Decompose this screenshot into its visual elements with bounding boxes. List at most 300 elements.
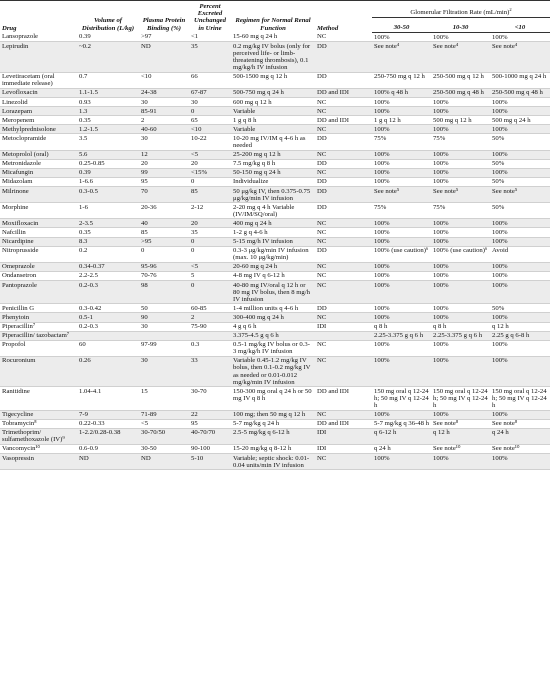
cell-gfr-30-50: 75% [372,203,431,219]
cell-gfr-10-30: 75% [431,134,490,150]
cell-volume-of-distribution: 3.5 [77,134,139,150]
cell-drug-name: Lepirudin [0,42,77,72]
cell-gfr-30-50: 100% (use caution)⁶ [372,246,431,262]
cell-normal-regimen: 5-7 mg/kg q 24 h [231,419,315,428]
cell-protein-binding: 97-99 [139,340,189,356]
cell-gfr-10-30: 100% [431,262,490,271]
cell-gfr-10-30: 100% [431,454,490,470]
cell-gfr-30-50: 100% [372,410,431,419]
cell-drug-name: Metoprolol (oral) [0,150,77,159]
table-row [0,331,550,340]
cell-volume-of-distribution: ~0.2 [77,42,139,72]
cell-gfr-under-10: 50% [490,177,550,186]
cell-gfr-30-50: 100% [372,219,431,228]
cell-gfr-30-50: 100% [372,125,431,134]
cell-gfr-under-10: 100% [490,454,550,470]
cell-percent-unchanged: 35 [189,42,231,72]
cell-normal-regimen: 7.5 mg/kg q 8 h [231,159,315,168]
cell-volume-of-distribution: 0.5-1 [77,313,139,322]
cell-gfr-under-10: q 12 h [490,322,550,331]
cell-adjustment-method: IDI [315,428,372,444]
cell-protein-binding: 70 [139,187,189,203]
cell-normal-regimen: 400 mg q 24 h [231,219,315,228]
cell-normal-regimen: 1-2 g q 4-6 h [231,228,315,237]
cell-protein-binding: 95 [139,177,189,186]
cell-gfr-10-30: See note⁵ [431,187,490,203]
cell-gfr-under-10: See note⁴ [490,42,550,72]
cell-percent-unchanged: 66 [189,72,231,88]
cell-gfr-30-50: 1 g q 12 h [372,116,431,125]
cell-gfr-10-30: 100% [431,177,490,186]
cell-protein-binding: 50 [139,304,189,313]
cell-drug-name: Tigecycline [0,410,77,419]
table-row [0,159,550,168]
cell-protein-binding: ND [139,42,189,72]
header-gfr-under-10: <10 [490,17,550,32]
cell-gfr-under-10: 100% [490,107,550,116]
cell-adjustment-method: NC [315,454,372,470]
cell-drug-name: Lorazepam [0,107,77,116]
cell-adjustment-method: NC [315,168,372,177]
cell-adjustment-method: DD [315,134,372,150]
cell-protein-binding: 71-89 [139,410,189,419]
cell-drug-name: Metoclopramide [0,134,77,150]
cell-adjustment-method: IDI [315,444,372,453]
table-row [0,419,550,428]
cell-normal-regimen: 500-1500 mg q 12 h [231,72,315,88]
cell-gfr-30-50: 100% [372,356,431,386]
cell-gfr-10-30: 100% [431,313,490,322]
cell-volume-of-distribution: 1.1-1.5 [77,88,139,97]
table-row [0,410,550,419]
cell-gfr-under-10: 150 mg oral q 12-24 h; 50 mg IV q 12-24 h [490,387,550,410]
cell-gfr-10-30: See note⁴ [431,42,490,72]
cell-protein-binding: 99 [139,168,189,177]
cell-volume-of-distribution: 0.35 [77,228,139,237]
cell-drug-name: Trimethoprim/ sulfamethoxazole (IV)⁹ [0,428,77,444]
cell-volume-of-distribution: 0.2-0.3 [77,281,139,304]
cell-drug-name: Nitroprusside [0,246,77,262]
cell-gfr-30-50: 100% [372,340,431,356]
cell-normal-regimen: 100 mg; then 50 mg q 12 h [231,410,315,419]
cell-gfr-under-10: 100% [490,168,550,177]
cell-adjustment-method: DD [315,187,372,203]
table-row [0,262,550,271]
cell-gfr-under-10: 100% [490,125,550,134]
cell-gfr-30-50: 100% [372,271,431,280]
cell-adjustment-method: NC [315,98,372,107]
cell-adjustment-method: DD [315,304,372,313]
table-row [0,107,550,116]
cell-adjustment-method: DD and IDI [315,116,372,125]
cell-normal-regimen: 0.2 mg/kg IV bolus (only for perceived life- or limb-threatening thrombosis), 0.1 mg/kg/h IV infusion [231,42,315,72]
cell-protein-binding: 70-76 [139,271,189,280]
cell-gfr-30-50: 150 mg oral q 12-24 h; 50 mg IV q 12-24 h [372,387,431,410]
table-row [0,219,550,228]
cell-gfr-30-50: 100% [372,281,431,304]
header-row [0,1,550,18]
cell-gfr-10-30: 100% [431,168,490,177]
header-plasma-protein-binding: Plasma Protein Binding (%) [139,1,189,33]
cell-normal-regimen: 25-200 mg q 12 h [231,150,315,159]
table-row [0,281,550,304]
cell-adjustment-method: NC [315,340,372,356]
cell-volume-of-distribution: 1.04-4.1 [77,387,139,410]
cell-gfr-30-50: 100% [372,313,431,322]
cell-volume-of-distribution: 0.39 [77,33,139,42]
cell-normal-regimen: 15-60 mg q 24 h [231,33,315,42]
cell-drug-name: Meropenem [0,116,77,125]
cell-gfr-under-10: See note¹⁰ [490,444,550,453]
cell-protein-binding: <5 [139,419,189,428]
cell-gfr-30-50: q 8 h [372,322,431,331]
cell-adjustment-method: NC [315,228,372,237]
cell-normal-regimen: Variable [231,107,315,116]
cell-protein-binding: 0 [139,246,189,262]
cell-normal-regimen: 1 g q 8 h [231,116,315,125]
cell-gfr-under-10: Avoid [490,246,550,262]
cell-volume-of-distribution: 0.22-0.33 [77,419,139,428]
header-volume-of-distribution: Volume of Distribution (L/kg) [77,1,139,33]
cell-drug-name: Vancomycin¹⁰ [0,444,77,453]
cell-drug-name: Micafungin [0,168,77,177]
cell-protein-binding: 12 [139,150,189,159]
cell-volume-of-distribution: 5.6 [77,150,139,159]
cell-percent-unchanged: 0 [189,237,231,246]
cell-protein-binding: 20 [139,159,189,168]
cell-normal-regimen: Individualize [231,177,315,186]
cell-volume-of-distribution: 7-9 [77,410,139,419]
header-drug: Drug [0,1,77,33]
cell-gfr-under-10: 2.25 g q 6-8 h [490,331,550,340]
cell-percent-unchanged: 75-90 [189,322,231,331]
cell-gfr-10-30: 100% [431,281,490,304]
cell-normal-regimen: 15-20 mg/kg q 8-12 h [231,444,315,453]
cell-drug-name: Ranitidine [0,387,77,410]
cell-drug-name: Penicillin G [0,304,77,313]
cell-adjustment-method: DD and IDI [315,88,372,97]
cell-adjustment-method: IDI [315,322,372,331]
cell-volume-of-distribution: 0.2-0.3 [77,322,139,331]
header-gfr-30-50: 30-50 [372,17,431,32]
cell-gfr-under-10: 500-1000 mg q 24 h [490,72,550,88]
cell-gfr-under-10: q 24 h [490,428,550,444]
cell-drug-name: Phenytoin [0,313,77,322]
cell-adjustment-method: NC [315,410,372,419]
table-row [0,454,550,470]
cell-volume-of-distribution: 0.25-0.85 [77,159,139,168]
cell-volume-of-distribution: 1-2.2/0.28-0.38 [77,428,139,444]
cell-protein-binding [139,331,189,340]
cell-drug-name: Methylprednisolone [0,125,77,134]
cell-normal-regimen: 0.3-3 μg/kg/min IV infusion (max. 10 μg/kg/min) [231,246,315,262]
cell-normal-regimen: Variable; septic shock: 0.01-0.04 units/min IV infusion [231,454,315,470]
cell-gfr-under-10: See note⁵ [490,187,550,203]
cell-gfr-30-50: 100% [372,98,431,107]
cell-protein-binding: 30-50 [139,444,189,453]
header-method: Method [315,1,372,33]
cell-gfr-30-50: 100% [372,304,431,313]
cell-normal-regimen: 20-60 mg q 24 h [231,262,315,271]
cell-normal-regimen: 50-150 mg q 24 h [231,168,315,177]
cell-gfr-10-30: q 8 h [431,322,490,331]
cell-drug-name: Rocuronium [0,356,77,386]
cell-adjustment-method: DD [315,159,372,168]
cell-volume-of-distribution: 1-6 [77,203,139,219]
cell-drug-name: Ondansetron [0,271,77,280]
cell-drug-name: Vasopressin [0,454,77,470]
cell-gfr-10-30: 500 mg q 12 h [431,116,490,125]
cell-protein-binding: 40-60 [139,125,189,134]
cell-drug-name: Midazolam [0,177,77,186]
cell-volume-of-distribution: 8.3 [77,237,139,246]
cell-gfr-30-50: 100% [372,228,431,237]
cell-percent-unchanged: 33 [189,356,231,386]
table-row [0,33,550,42]
table-row [0,322,550,331]
cell-protein-binding: 40 [139,219,189,228]
cell-gfr-under-10: See note⁸ [490,419,550,428]
cell-normal-regimen: 4 g q 6 h [231,322,315,331]
cell-volume-of-distribution: 0.35 [77,116,139,125]
cell-gfr-10-30: 100% [431,356,490,386]
cell-gfr-10-30: 100% [431,304,490,313]
table-row [0,116,550,125]
table-row [0,168,550,177]
cell-normal-regimen: Variable 0.45-1.2 mg/kg IV bolus, then 0.1-0.2 mg/kg IV as needed or 0.01-0.012 mg/kg/min IV infusion [231,356,315,386]
cell-percent-unchanged: 22 [189,410,231,419]
cell-normal-regimen: Variable [231,125,315,134]
cell-volume-of-distribution: 0.2 [77,246,139,262]
cell-gfr-10-30: 100% [431,107,490,116]
cell-gfr-30-50: 100% [372,107,431,116]
table-row [0,42,550,72]
cell-gfr-30-50: 100% q 48 h [372,88,431,97]
cell-gfr-30-50: 100% [372,454,431,470]
cell-percent-unchanged: 20 [189,159,231,168]
cell-percent-unchanged: 67-87 [189,88,231,97]
cell-gfr-10-30: 100% [431,219,490,228]
cell-normal-regimen: 40-80 mg IV/oral q 12 h or 80 mg IV bolus, then 8 mg/h IV infusion [231,281,315,304]
cell-gfr-10-30: 100% [431,159,490,168]
cell-gfr-under-10: 100% [490,219,550,228]
table-row [0,387,550,410]
cell-protein-binding: 15 [139,387,189,410]
cell-drug-name: Levofloxacin [0,88,77,97]
cell-adjustment-method: NC [315,271,372,280]
header-percent-unchanged: Percent Excreted Unchanged in Urine [189,1,231,33]
cell-volume-of-distribution: 2-3.5 [77,219,139,228]
cell-gfr-under-10: 100% [490,237,550,246]
header-gfr-10-30: 10-30 [431,17,490,32]
cell-normal-regimen: 10-20 mg IV/IM q 4-6 h as needed [231,134,315,150]
table-row [0,134,550,150]
table-row [0,98,550,107]
cell-gfr-30-50: q 24 h [372,444,431,453]
cell-gfr-10-30: 250-500 mg q 48 h [431,88,490,97]
cell-percent-unchanged: 2-12 [189,203,231,219]
cell-gfr-under-10: 50% [490,304,550,313]
cell-adjustment-method: DD [315,177,372,186]
cell-percent-unchanged: 0.3 [189,340,231,356]
header-gfr-label: Glomerular Filtration Rate (mL/min) [410,8,510,16]
cell-percent-unchanged: 95 [189,419,231,428]
cell-drug-name: Milrinone [0,187,77,203]
cell-gfr-30-50: 250-750 mg q 12 h [372,72,431,88]
cell-protein-binding: 85 [139,228,189,237]
cell-percent-unchanged: 90-100 [189,444,231,453]
cell-gfr-30-50: 100% [372,177,431,186]
table-row [0,150,550,159]
cell-gfr-10-30: 150 mg oral q 12-24 h; 50 mg IV q 12-24 h [431,387,490,410]
cell-percent-unchanged: <10 [189,125,231,134]
cell-gfr-10-30: 100% [431,340,490,356]
cell-percent-unchanged: <5 [189,262,231,271]
cell-volume-of-distribution: ND [77,454,139,470]
cell-gfr-10-30: 100% [431,237,490,246]
cell-percent-unchanged: 20 [189,219,231,228]
cell-gfr-under-10: 100% [490,262,550,271]
cell-adjustment-method: NC [315,281,372,304]
cell-gfr-under-10: 100% [490,271,550,280]
cell-adjustment-method [315,331,372,340]
cell-protein-binding: 30 [139,98,189,107]
header-normal-regimen: Regimen for Normal Renal Function [231,1,315,33]
cell-gfr-10-30: 100% [431,271,490,280]
cell-adjustment-method: NC [315,356,372,386]
table-row [0,187,550,203]
cell-percent-unchanged: 5 [189,271,231,280]
cell-adjustment-method: NC [315,125,372,134]
cell-normal-regimen: 600 mg q 12 h [231,98,315,107]
cell-protein-binding: 20-36 [139,203,189,219]
cell-volume-of-distribution: 60 [77,340,139,356]
cell-adjustment-method: DD and IDI [315,387,372,410]
cell-gfr-30-50: 100% [372,159,431,168]
cell-protein-binding: 30 [139,134,189,150]
cell-gfr-30-50: See note⁴ [372,42,431,72]
cell-gfr-30-50: 2.25-3.375 g q 6 h [372,331,431,340]
cell-adjustment-method: NC [315,237,372,246]
cell-normal-regimen: 50 μg/kg IV, then 0.375-0.75 μg/kg/min IV infusion [231,187,315,203]
cell-protein-binding: 90 [139,313,189,322]
cell-gfr-30-50: q 6-12 h [372,428,431,444]
table-row [0,428,550,444]
cell-volume-of-distribution: 0.39 [77,168,139,177]
cell-gfr-10-30: 100% (use caution)⁶ [431,246,490,262]
cell-percent-unchanged: 40-70/70 [189,428,231,444]
cell-normal-regimen: 2-20 mg q 4 h Variable (IV/IM/SQ/oral) [231,203,315,219]
header-gfr [372,1,550,18]
cell-gfr-10-30: 2.25-3.375 g q 6 h [431,331,490,340]
cell-volume-of-distribution: 0.26 [77,356,139,386]
cell-protein-binding: 95-96 [139,262,189,271]
cell-drug-name: Levetiracetam (oral immediate release) [0,72,77,88]
cell-gfr-30-50: 5-7 mg/kg q 36-48 h [372,419,431,428]
table-row [0,88,550,97]
cell-gfr-10-30: 100% [431,98,490,107]
cell-gfr-under-10: 500 mg q 24 h [490,116,550,125]
cell-gfr-under-10: 100% [490,340,550,356]
cell-gfr-under-10: 100% [490,356,550,386]
cell-adjustment-method: DD and IDI [315,419,372,428]
table-row [0,246,550,262]
cell-gfr-under-10: 100% [490,150,550,159]
cell-volume-of-distribution: 1.3 [77,107,139,116]
cell-adjustment-method: DD [315,203,372,219]
cell-protein-binding: 2 [139,116,189,125]
cell-gfr-under-10: 100% [490,33,550,42]
cell-volume-of-distribution: 0.3-0.42 [77,304,139,313]
cell-protein-binding: 30 [139,356,189,386]
cell-volume-of-distribution: 2.2-2.5 [77,271,139,280]
cell-normal-regimen: 3.375-4.5 g q 6 h [231,331,315,340]
cell-percent-unchanged: 35 [189,228,231,237]
table-body [0,33,550,470]
table-row [0,203,550,219]
table-row [0,228,550,237]
cell-protein-binding: >97 [139,33,189,42]
cell-gfr-under-10: 50% [490,159,550,168]
cell-gfr-10-30: q 12 h [431,428,490,444]
cell-gfr-30-50: 100% [372,262,431,271]
cell-percent-unchanged: <15% [189,168,231,177]
cell-gfr-30-50: 100% [372,237,431,246]
cell-volume-of-distribution: 1.2-1.5 [77,125,139,134]
cell-percent-unchanged: 2 [189,313,231,322]
cell-adjustment-method: NC [315,150,372,159]
cell-protein-binding: 30-70/50 [139,428,189,444]
cell-adjustment-method: NC [315,262,372,271]
cell-gfr-under-10: 100% [490,228,550,237]
cell-percent-unchanged: 5-10 [189,454,231,470]
cell-volume-of-distribution [77,331,139,340]
cell-normal-regimen: 5-15 mg/h IV infusion [231,237,315,246]
table-row [0,72,550,88]
cell-volume-of-distribution: 0.93 [77,98,139,107]
cell-normal-regimen: 500-750 mg q 24 h [231,88,315,97]
cell-percent-unchanged: 30 [189,98,231,107]
cell-protein-binding: 98 [139,281,189,304]
cell-volume-of-distribution: 1-6.6 [77,177,139,186]
cell-gfr-under-10: 50% [490,203,550,219]
cell-protein-binding: 30 [139,322,189,331]
cell-gfr-10-30: 100% [431,150,490,159]
cell-gfr-under-10: 250-500 mg q 48 h [490,88,550,97]
cell-drug-name: Moxifloxacin [0,219,77,228]
cell-gfr-10-30: 100% [431,125,490,134]
cell-percent-unchanged: 60-85 [189,304,231,313]
cell-gfr-under-10: 50% [490,134,550,150]
cell-drug-name: Morphine [0,203,77,219]
cell-drug-name: Tobramycin⁸ [0,419,77,428]
cell-gfr-under-10: 100% [490,281,550,304]
table-row [0,313,550,322]
cell-gfr-10-30: 100% [431,33,490,42]
cell-percent-unchanged: 85 [189,187,231,203]
cell-volume-of-distribution: 0.34-0.37 [77,262,139,271]
cell-drug-name: Omeprazole [0,262,77,271]
cell-protein-binding: 24-38 [139,88,189,97]
cell-normal-regimen: 0.5-1 mg/kg IV bolus or 0.3-3 mg/kg/h IV infusion [231,340,315,356]
cell-gfr-30-50: 75% [372,134,431,150]
cell-gfr-10-30: 100% [431,228,490,237]
cell-volume-of-distribution: 0.7 [77,72,139,88]
cell-percent-unchanged: 0 [189,107,231,116]
cell-normal-regimen: 4-8 mg IV q 6-12 h [231,271,315,280]
table-row [0,271,550,280]
cell-percent-unchanged: 0 [189,246,231,262]
